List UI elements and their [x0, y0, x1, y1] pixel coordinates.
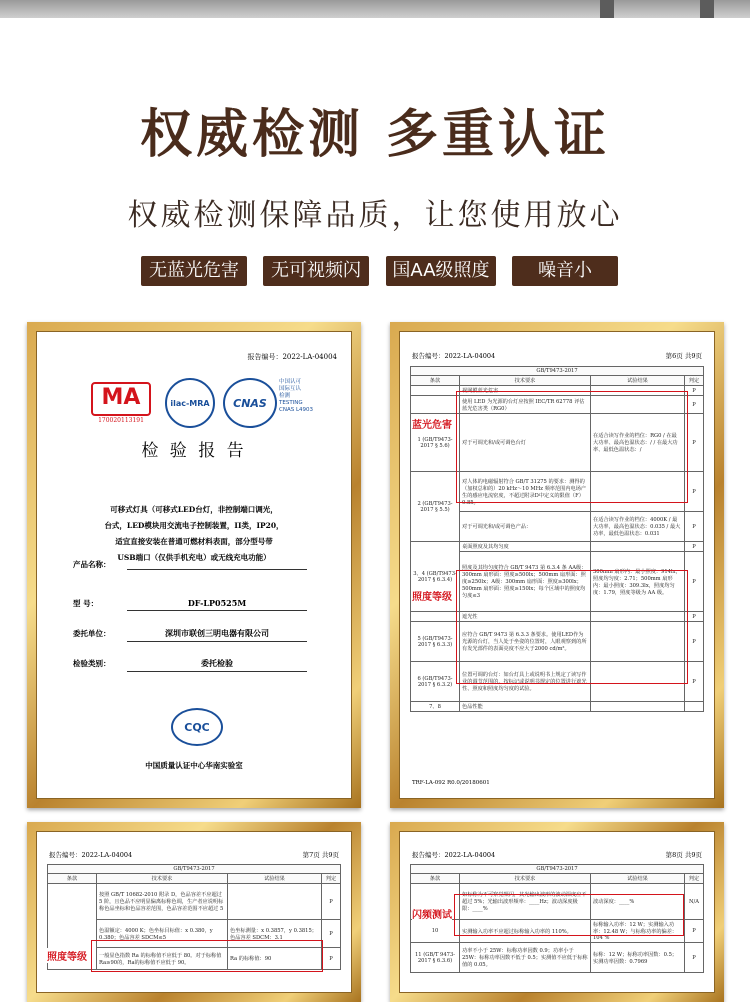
cell-res: 色坐标测量：x 0.3857，y 0.3815；色品容差 SDCM：3.1	[228, 920, 322, 948]
cell-clause: 2 (GB/T9473-2017 § 5.5)	[411, 472, 460, 542]
cell-verdict: P	[685, 414, 704, 472]
cell-verdict: P	[685, 662, 704, 702]
col-clause: 条款	[48, 874, 97, 884]
cell-verdict: P	[322, 920, 341, 948]
cell-verdict	[685, 702, 704, 712]
illuminance-label: 照度等级	[412, 588, 452, 603]
table-row	[411, 702, 704, 712]
page6-page-number: 第6页 共9页	[665, 352, 702, 360]
cell-res: 标称输入功率：12 W；实测输入功率：12.48 W；与标称功率的偏差：104 %	[591, 920, 685, 943]
cell-req: 位置可调的台灯：如台灯具上或说明书上规定了读写作业的调节范围的，按标记或说明书规定的位置进行遮光性、照度和照度均匀度的试验。	[460, 662, 591, 702]
cell-verdict: N/A	[685, 884, 704, 920]
inspection-type-label: 检验类别：	[73, 659, 111, 668]
cell-res: 300mm 扇形内：最小照度：914lx，照度均匀度：2.71；500mm 扇形内：最小照度：309.3lx，照度均匀度：1.79，照度等级为 AA 级。	[591, 552, 685, 612]
table-std: GB/T9473-2017	[411, 367, 704, 376]
cell-clause	[411, 612, 460, 622]
cell-clause: 7、8	[411, 702, 460, 712]
page8-report-number: 报告编号：2022-LA-04004	[412, 851, 496, 859]
page-subtitle: 权威检测保障品质，让您使用放心	[127, 198, 623, 233]
cell-req: 对人体的电磁辐射符合 GB/T 31275 的要求：测得的（加权总和的）20 kHz～10 MHz 频率范围内电场产生的感应电流密度，不超过附录D中定义的限值（F）0.85。	[460, 472, 591, 512]
cell-res: 波动深度：____%	[591, 884, 685, 920]
cell-clause: 1 (GB/T9473-2017 § 5.6)	[411, 414, 460, 472]
cell-req: 使用 LED 为光源的台灯应按照 IEC/TR 62778 评估蓝光危害类（RG0）	[460, 396, 591, 414]
badge-no-flicker: 无可视频闪	[263, 256, 369, 286]
ilac-text: ilac-MRA	[170, 398, 210, 408]
cma-code: 170020113191	[98, 417, 144, 424]
col-clause: 条款	[411, 376, 460, 386]
col-requirement: 技术要求	[460, 376, 591, 386]
top-band-notch	[600, 0, 614, 18]
product-label: 产品名称：	[73, 560, 111, 569]
col-verdict: 判定	[685, 874, 704, 884]
table-row	[48, 884, 341, 920]
col-requirement: 技术要求	[97, 874, 228, 884]
report-page7	[36, 831, 352, 993]
product-underline	[127, 569, 307, 570]
cell-req: 如标称为不可察觉频闪，其光输出波形的波动深度应不超过 5%；光输出波形频率：____Hz；波动深度极限：____%	[460, 884, 591, 920]
col-clause: 条款	[411, 874, 460, 884]
cell-clause	[411, 386, 460, 396]
cell-res	[591, 542, 685, 552]
cell-clause: 3、4 (GB/T9473-2017 § 6.3.4)	[411, 542, 460, 612]
col-result: 试验结果	[591, 874, 685, 884]
product-description	[37, 502, 351, 566]
cell-verdict: P	[685, 622, 704, 662]
cnas-line: 国际互认	[279, 386, 302, 392]
cnas-text: CNAS	[233, 396, 267, 410]
badge-low-noise: 噪音小	[512, 256, 618, 286]
cell-clause: 10	[411, 920, 460, 943]
inspection-type-value: 委托检验	[127, 658, 307, 672]
cell-clause: 11 (GB/T 9473-2017 § 6.3.6)	[411, 943, 460, 973]
cnas-logo	[223, 378, 277, 428]
cell-req: 色温额定：4000 K；色坐标目标值：x 0.380，y 0.380；色品容差 SDCM≤5	[97, 920, 228, 948]
cell-req: 实测输入功率不应超过标称输入功率的 110%。	[460, 920, 591, 943]
cell-verdict: P	[685, 920, 704, 943]
badge-aa-illuminance: 国AA级照度	[386, 256, 496, 286]
page7-page-number: 第7页 共9页	[302, 851, 339, 859]
blue-light-label: 蓝光危害	[412, 416, 452, 431]
cell-res: 在适合读写作业的档位：RG0 / 在最大功率、最高色温状态：/ / 在最大功率、最低色温状态：/	[591, 414, 685, 472]
col-result: 试验结果	[591, 376, 685, 386]
cell-req: 桌面照度及其均匀度	[460, 542, 591, 552]
cell-res: 在适合读写作业的档位：4000K / 最大功率，最高色温状态：0.035 / 最大功率，最低色温状态：0.031	[591, 512, 685, 542]
cell-verdict: P	[685, 512, 704, 542]
page-title: 权威检测 多重认证	[139, 105, 611, 165]
cell-res	[228, 884, 322, 920]
table-std: GB/T9473-2017	[411, 865, 704, 874]
cell-req: 按照 GB/T 10682-2010 附录 D，色品容差不应超过 5 阶，且色品不应明显偏离标称色调，生产者应说明标称色品坐标和色品容差范围，色品容差范围不应超过 5	[97, 884, 228, 920]
cell-req: 一般显色指数 Ra 的标称值不应低于 80。对于标称值Ra≥90的，Ra的标称值不应低于 90。	[97, 948, 228, 970]
report-page8-frame	[390, 822, 724, 1002]
cell-req: 遮光性	[460, 612, 591, 622]
page7-report-number: 报告编号：2022-LA-04004	[49, 851, 133, 859]
client-value: 深圳市联创三明电器有限公司	[127, 628, 307, 642]
lab-name: 中国质量认证中心华南实验室	[145, 761, 243, 770]
product-line: USB端口（仅供手机充电）或无线充电功能）	[117, 553, 271, 562]
col-requirement: 技术要求	[460, 874, 591, 884]
cell-verdict: P	[322, 948, 341, 970]
cell-verdict: P	[685, 396, 704, 414]
report-page6-frame	[390, 322, 724, 808]
certificate-page	[36, 331, 352, 799]
report-number: 报告编号：2022-LA-04004	[247, 353, 337, 361]
cell-verdict: P	[685, 386, 704, 396]
product-line: 台式，LED模块用交流电子控制装置，II类，IP20，	[104, 521, 284, 530]
cell-verdict: P	[685, 552, 704, 612]
cell-verdict: P	[322, 884, 341, 920]
top-band-notch	[700, 0, 714, 18]
cell-req: 对于可调光和/或可调色产品：	[460, 512, 591, 542]
model-value: DF-LP0525M	[127, 598, 307, 611]
cell-res: Ra 的标称值：90	[228, 948, 322, 970]
cma-mark: MA	[91, 382, 151, 416]
cell-verdict: P	[685, 612, 704, 622]
page6-footer: TRF-LA-092 R0.0/20180601	[412, 780, 490, 786]
cell-verdict: P	[685, 943, 704, 973]
product-line: 可移式灯具（可移式LED台灯，非控制端口调光，	[110, 505, 278, 514]
cma-logo	[91, 382, 151, 424]
cnas-line: 检测	[279, 393, 291, 399]
cell-res: 标称：12 W；标称功率因数：0.5；实测功率因数：0.7969	[591, 943, 685, 973]
table-row	[411, 542, 704, 552]
cnas-line: TESTING	[279, 400, 303, 406]
report-page7-frame	[27, 822, 361, 1002]
cell-res	[591, 702, 685, 712]
page7-label: 照度等级	[47, 948, 87, 963]
report-page8	[399, 831, 715, 993]
badge-no-blue-light: 无蓝光危害	[141, 256, 247, 286]
report-page6	[399, 331, 715, 799]
page6-report-number: 报告编号：2022-LA-04004	[412, 352, 496, 360]
col-verdict: 判定	[685, 376, 704, 386]
ilac-logo	[165, 378, 215, 428]
cnas-line: CNAS L4903	[279, 407, 314, 413]
cell-req: 照度及其均匀度符合 GB/T 9473 第 6.3.4 条 AA级：300mm 扇形面：照度≥500lx；500mm 扇形面：照度≥250lx；A级：300mm 扇形面：照度≥300lx；500mm 扇形面：照度≥150lx；每个区域中的照度均匀度≤3	[460, 552, 591, 612]
cqc-text: CQC	[184, 720, 210, 734]
certificate-frame	[27, 322, 361, 808]
cqc-logo	[171, 708, 223, 746]
blue-light-highlight	[456, 391, 688, 503]
product-line: 适宜直接安装在普通可燃材料表面，部分型号带	[115, 537, 273, 546]
cell-clause: 6 (GB/T9473-2017 § 6.3.2)	[411, 662, 460, 702]
cell-req: 色品性能	[460, 702, 591, 712]
page8-page-number: 第8页 共9页	[665, 851, 702, 859]
table-std: GB/T9473-2017	[48, 865, 341, 874]
cell-req: 视网膜蓝光危害	[460, 386, 591, 396]
page8-label: 闪频测试	[412, 906, 452, 921]
cnas-accreditation	[279, 379, 313, 414]
cell-req: 应符合 GB/T 9473 第 6.3.3 条要求。使用LED作为光源的台灯，当人处于坐姿的位置时，人眼观察到的所有发光部件的表面亮度不应大于2000 cd/m²。	[460, 622, 591, 662]
cell-req: 功率不小于 25W：标称功率因数 0.9；功率小于 25W：标称功率因数不低于 0.5；实测值不应低于标称值的 0.05。	[460, 943, 591, 973]
col-verdict: 判定	[322, 874, 341, 884]
table-row	[411, 943, 704, 973]
client-label: 委托单位：	[73, 629, 111, 638]
illuminance-highlight	[456, 570, 688, 684]
flicker-highlight	[454, 894, 684, 936]
top-band	[0, 0, 750, 18]
cell-verdict: P	[685, 542, 704, 552]
color-highlight	[91, 940, 323, 972]
cell-verdict: P	[685, 472, 704, 512]
cnas-line: 中国认可	[279, 379, 302, 385]
model-label: 型 号：	[73, 599, 99, 608]
cell-clause	[411, 396, 460, 414]
cell-req: 对于可调光和/或可调色台灯	[460, 414, 591, 472]
cell-clause: 5 (GB/T9473-2017 § 6.3.3)	[411, 622, 460, 662]
report-heading: 检 验 报 告	[141, 441, 247, 461]
col-result: 试验结果	[228, 874, 322, 884]
